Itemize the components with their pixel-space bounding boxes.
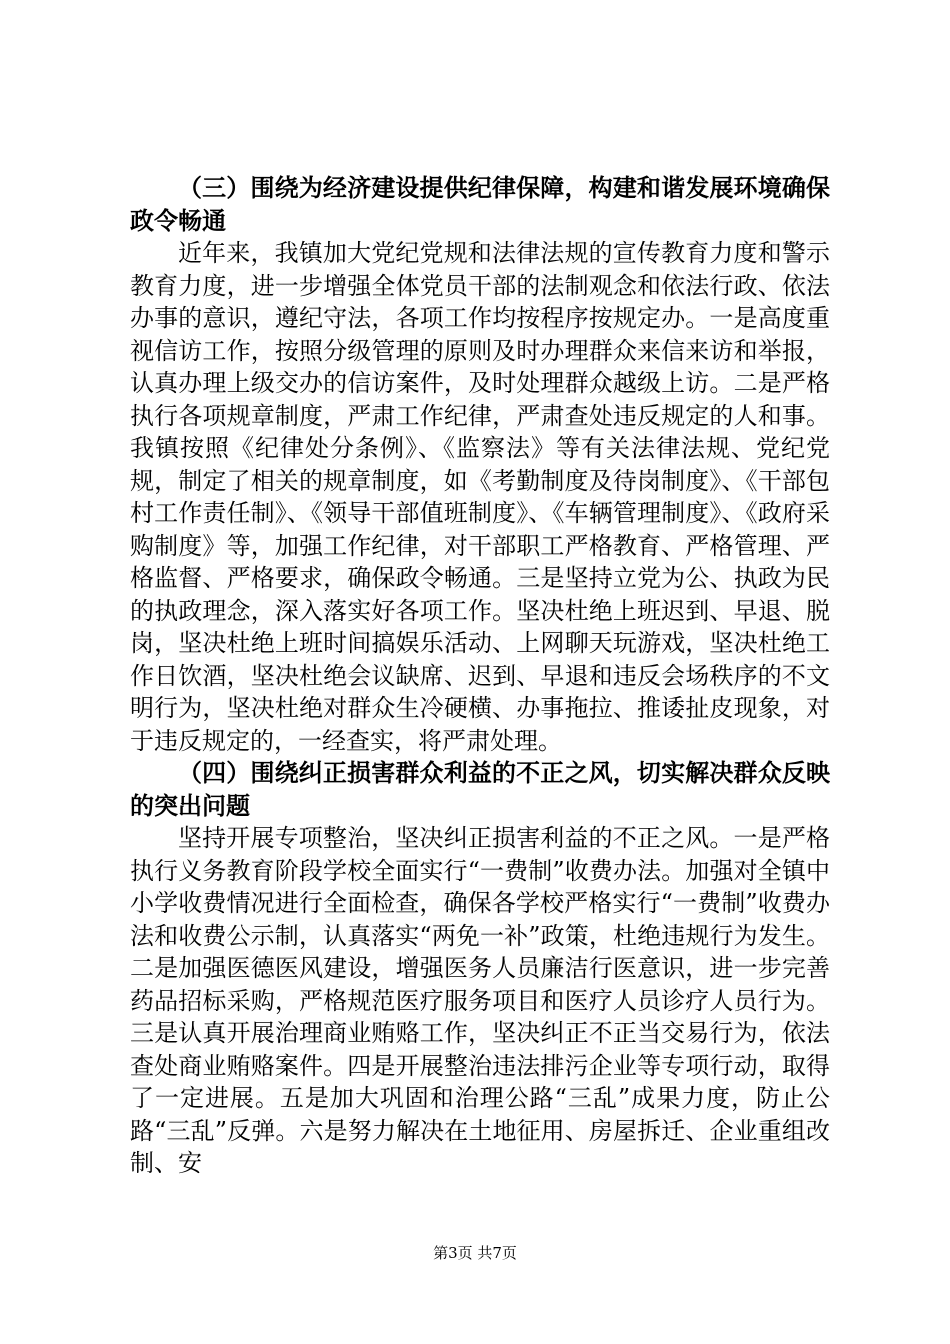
section-4-heading: （四）围绕纠正损害群众利益的不正之风，切实解决群众反映的突出问题	[130, 759, 830, 820]
page-number-footer: 第3页 共7页	[433, 1244, 517, 1262]
section-3-body: 近年来，我镇加大党纪党规和法律法规的宣传教育力度和警示教育力度，进一步增强全体党员干部的法制观念和依法行政、依法办事的意识，遵纪守法，各项工作均按程序按规定办。一是高度重视信访工作，按照分级管理的原则及时办理群众来信来访和举报，认真办理上级交办的信访案件，及时处理群众越级上访。二是严格执行各项规章制度，严肃工作纪律，严肃查处违反规定的人和事。我镇按照《纪律处分条例》、《监察法》等有关法律法规、党纪党规，制定了相关的规章制度，如《考勤制度及待岗制度》、《干部包村工作责任制》、《领导干部值班制度》、《车辆管理制度》、《政府采购制度》等，加强工作纪律，对干部职工严格教育、严格管理、严格监督、严格要求，确保政令畅通。三是坚持立党为公、执政为民的执政理念，深入落实好各项工作。坚决杜绝上班迟到、早退、脱岗，坚决杜绝上班时间搞娱乐活动、上网聊天玩游戏，坚决杜绝工作日饮酒，坚决杜绝会议缺席、迟到、早退和违反会场秩序的不文明行为，坚决杜绝对群众生冷硬横、办事拖拉、推诿扯皮现象，对于违反规定的，一经查实，将严肃处理。	[130, 239, 830, 755]
document-page	[130, 172, 830, 1180]
section-4-body: 坚持开展专项整治，坚决纠正损害利益的不正之风。一是严格执行义务教育阶段学校全面实行“一费制”收费办法。加强对全镇中小学收费情况进行全面检查，确保各学校严格实行“一费制”收费办法和收费公示制，认真落实“两免一补”政策，杜绝违规行为发生。二是加强医德医风建设，增强医务人员廉洁行医意识，进一步完善药品招标采购，严格规范医疗服务项目和医疗人员诊疗人员行为。三是认真开展治理商业贿赂工作，坚决纠正不正当交易行为，依法查处商业贿赂案件。四是开展整治违法排污企业等专项行动，取得了一定进展。五是加大巩固和治理公路“三乱”成果力度，防止公路“三乱”反弹。六是努力解决在土地征用、房屋拆迁、企业重组改制、安	[130, 824, 830, 1177]
section-3-heading: （三）围绕为经济建设提供纪律保障，构建和谐发展环境确保政令畅通	[130, 174, 830, 235]
